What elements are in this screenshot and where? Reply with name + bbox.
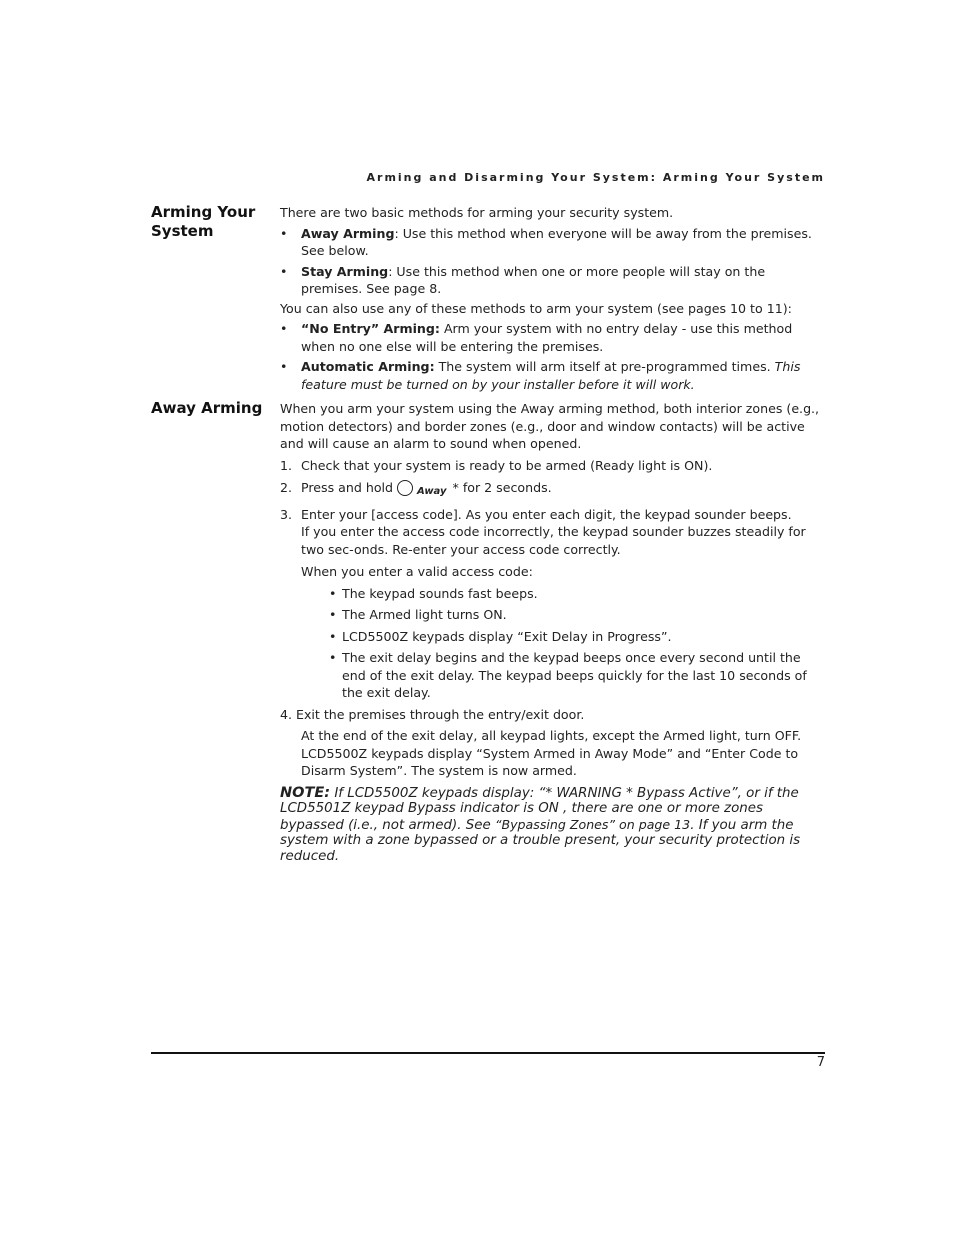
list-item: • Away Arming: Use this method when everyone will be away from the premises. See below. xyxy=(280,225,812,258)
arming-also: You can also use any of these methods to arm your system (see pages 10 to 11): xyxy=(280,300,792,316)
note-text: . If you arm the system with a zone bypassed or a trouble present, your security protection is reduced. xyxy=(280,817,801,864)
note-paragraph xyxy=(280,786,826,865)
section-away-body xyxy=(280,400,826,864)
bullet-label: Stay Arming xyxy=(301,263,389,279)
arming-intro: There are two basic methods for arming your security system. xyxy=(280,205,674,220)
running-header: Arming and Disarming Your System: Arming Your System xyxy=(366,171,825,184)
list-item: • The Armed light turns ON. xyxy=(280,606,826,624)
list-item: • Automatic Arming: The system will arm itself at pre-programmed times. This feature must be turned on by your installer before it will work. xyxy=(280,359,801,392)
bullet-italic-text: This feature must be turned on by your installer before it will work. xyxy=(301,359,801,392)
bullet-text: : Use this method when one or more people will stay on the premises. See page 8. xyxy=(301,263,766,296)
bullet-text: Arm your system with no entry delay - use this method when no one else will be entering the premises. xyxy=(301,321,793,354)
bullet-label: Away Arming xyxy=(301,225,395,241)
section-heading-away: Away Arming xyxy=(151,399,263,417)
step4-detail: At the end of the exit delay, all keypad lights, except the Armed light, turn OFF. LCD5500Z keypads display “System Armed in Away Mode” and “Enter Code to Disarm System”. The system is now armed. xyxy=(301,728,802,778)
step3-note: If you enter the access code incorrectly, the keypad sounder buzzes steadily for two sec-onds. Re-enter your access code correctly. xyxy=(301,524,806,557)
step-text: Enter your [access code]. As you enter each digit, the keypad sounder beeps. xyxy=(301,506,792,522)
valid-item: The Armed light turns ON. xyxy=(342,607,507,622)
step4: 4. Exit the premises through the entry/exit door. xyxy=(280,706,585,722)
list-item: • The keypad sounds fast beeps. xyxy=(280,585,826,603)
away-key-label: Away xyxy=(417,486,447,497)
valid-item: LCD5500Z keypads display “Exit Delay in Progress”. xyxy=(342,628,672,644)
step-number: 3. xyxy=(280,506,293,522)
step-text: Press and hold xyxy=(301,480,394,495)
list-item xyxy=(280,479,826,501)
valid-intro: When you enter a valid access code: xyxy=(301,564,533,579)
list-item: • “No Entry” Arming: Arm your system with no entry delay - use this method when no one else will be entering the premises. xyxy=(280,321,793,354)
bullet-text: The system will arm itself at pre-programmed times. xyxy=(434,359,775,374)
note-text: If LCD5500Z keypads display: “* WARNING * Bypass Active”, or if the LCD5501Z keypad Bypass indicator is ON , there are one or more zones bypassed (i.e., not armed). See xyxy=(280,785,799,833)
bullet-label: “No Entry” Arming: xyxy=(301,321,440,336)
section-heading-arming: Arming Your System xyxy=(151,203,256,240)
step-text: Check that your system is ready to be armed (Ready light is ON). xyxy=(301,457,713,473)
footer-rule xyxy=(151,1052,825,1054)
list-item xyxy=(280,506,826,524)
step-number: 2. xyxy=(280,480,293,495)
section-arming-body xyxy=(280,204,826,393)
bullet-text: : Use this method when everyone will be away from the premises. See below. xyxy=(301,225,812,258)
list-item: • Stay Arming: Use this method when one or more people will stay on the premises. See page 8. xyxy=(280,263,766,296)
step-number: 1. xyxy=(280,457,293,473)
away-key-icon xyxy=(397,480,413,496)
page-number: 7 xyxy=(816,1055,825,1070)
note-label: NOTE: xyxy=(280,784,331,801)
list-item: • LCD5500Z keypads display “Exit Delay in Progress”. xyxy=(280,628,826,646)
list-item xyxy=(280,457,826,475)
valid-item: The exit delay begins and the keypad beeps once every second until the end of the exit delay. The keypad beeps quickly for the last 10 seconds of the exit delay. xyxy=(342,650,807,700)
step-text: * for 2 seconds. xyxy=(452,480,552,495)
away-intro: When you arm your system using the Away arming method, both interior zones (e.g., motion detectors) and border zones (e.g., door and window contacts) will be active and will cause an alarm to sound when opened. xyxy=(280,401,820,451)
list-item: • The exit delay begins and the keypad beeps once every second until the end of the exit delay. The keypad beeps quickly for the last 10 seconds of the exit delay. xyxy=(280,649,826,702)
bullet-label: Automatic Arming: xyxy=(301,359,435,374)
valid-item: The keypad sounds fast beeps. xyxy=(342,585,538,601)
note-reference: “Bypassing Zones” on page 13 xyxy=(494,816,691,832)
